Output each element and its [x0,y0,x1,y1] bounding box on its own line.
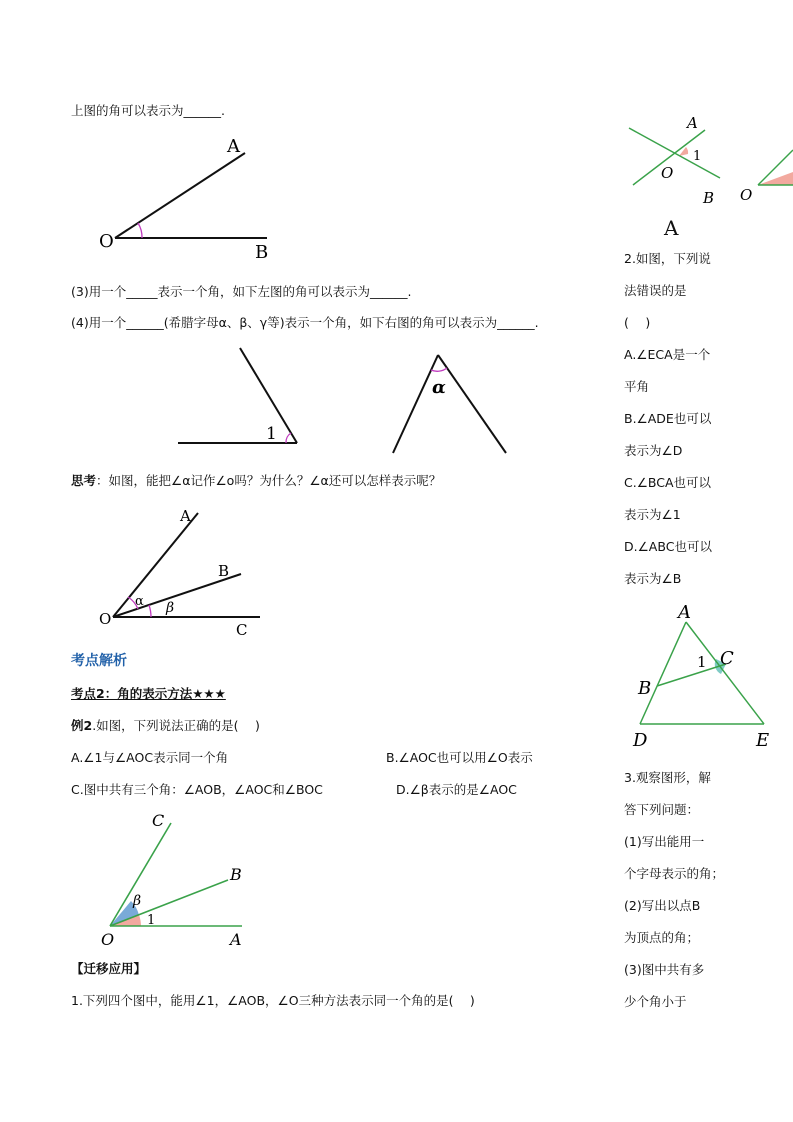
ray-right [438,355,506,453]
think-label: 思考 [71,473,97,488]
q3-sub-2a: (2)写出以点B [624,898,701,913]
q2-line-3: ( ) [624,315,651,330]
arc-beta [149,605,151,617]
label-o: O [661,164,674,182]
angle-arc [431,368,447,371]
label-a: A [678,602,691,623]
figure-triangle [625,598,785,753]
transfer-heading: 【迁移应用】 [71,961,147,976]
think-question [71,473,441,489]
sector-partial [758,172,793,185]
section-title: 考点解析 [71,653,127,669]
label-a: A [687,114,698,132]
angle-arc [138,223,142,238]
label-e: E [756,730,770,751]
ray-oa [115,153,245,238]
q2-option-c-1: C.∠BCA也可以 [624,475,712,490]
label-alpha: α [135,594,144,609]
label-b: B [230,865,242,884]
label-b: B [255,242,269,263]
figure-angle-aob [95,135,280,265]
label-beta: β [166,600,175,616]
label-1: 1 [693,149,702,164]
label-a: A [180,507,191,525]
label-a: A [227,136,240,157]
label-1: 1 [266,424,277,444]
label-b: B [638,678,652,699]
segment-bc [657,664,726,686]
figure-angle-1 [175,345,305,450]
q2-option-a-1: A.∠ECA是一个 [624,347,711,362]
label-b: B [218,562,230,580]
example-text: .如图，下列说法正确的是( ) [92,718,260,733]
option-a: A.∠1与∠AOC表示同一个角 [71,750,229,765]
q2-option-d-1: D.∠ABC也可以 [624,539,712,554]
option-c: C.图中共有三个角：∠AOB，∠AOC和∠BOC [71,782,323,797]
label-1: 1 [147,913,156,928]
option-b: B.∠AOC也可以用∠O表示 [386,750,533,765]
label-o: O [99,231,114,252]
q3-sub-1b: 个字母表示的角； [624,866,725,881]
label-c: C [152,811,165,830]
label-a: A [230,930,242,949]
q2-line-2: 法错误的是 [624,283,687,298]
label-beta: β [133,893,142,909]
label-o: O [99,610,112,628]
label-c: C [720,648,734,669]
figure-angle-alpha [390,350,510,455]
q3-line-1: 3.观察图形，解 [624,770,711,785]
fill-blank-line-1: 上图的角可以表示为______. [71,103,225,118]
question-1: 1.下列四个图中，能用∠1，∠AOB，∠O三种方法表示同一个角的是( ) [71,993,475,1008]
think-text: ：如图，能把∠α记作∠o吗？为什么？∠α还可以怎样表示呢？ [96,473,442,488]
ray-ob [113,574,241,617]
label-c: C [236,621,248,639]
label-o: O [101,930,115,949]
q3-line-2: 答下列问题： [624,802,700,817]
line-cross [629,128,720,178]
fill-blank-line-3: (3)用一个_____表示一个角，如下左图的角可以表示为______. [71,284,412,299]
q3-sub-3a: (3)图中共有多 [624,962,705,977]
q3-sub-2b: 为顶点的角； [624,930,700,945]
example-label: 例2 [71,718,93,733]
figure-example-angles [95,808,260,953]
figure-crossing-lines [625,110,793,210]
q2-option-d-2: 表示为∠B [624,571,682,586]
figure-angles-abc [95,505,270,640]
label-b: B [703,189,715,207]
kaodian-heading: 考点2：角的表示方法★★★ [71,686,226,701]
angle-arc [286,433,291,443]
ray-ob [110,880,228,926]
ray-oa [113,513,198,617]
side-ad [640,622,686,724]
fill-blank-line-4: (4)用一个______(希腊字母α、β、γ等)表示一个角，如下右图的角可以表示为______. [71,315,539,330]
label-1: 1 [697,653,707,671]
q2-option-a-2: 平角 [624,379,650,394]
q3-sub-1a: (1)写出能用一 [624,834,705,849]
example-2 [71,718,260,734]
option-d: D.∠β表示的是∠AOC [396,782,517,797]
q3-sub-3b: 少个角小于 [624,994,687,1009]
label-d: D [633,730,648,751]
q2-option-c-2: 表示为∠1 [624,507,681,522]
ray-oc [110,823,171,926]
q2-option-b-2: 表示为∠D [624,443,683,458]
label-alpha: α [432,377,446,398]
label-o2: O [740,186,753,204]
q2-option-b-1: B.∠ADE也可以 [624,411,712,426]
q2-line-1: 2.如图，下列说 [624,251,711,266]
figure-caption-a: A [664,216,679,240]
